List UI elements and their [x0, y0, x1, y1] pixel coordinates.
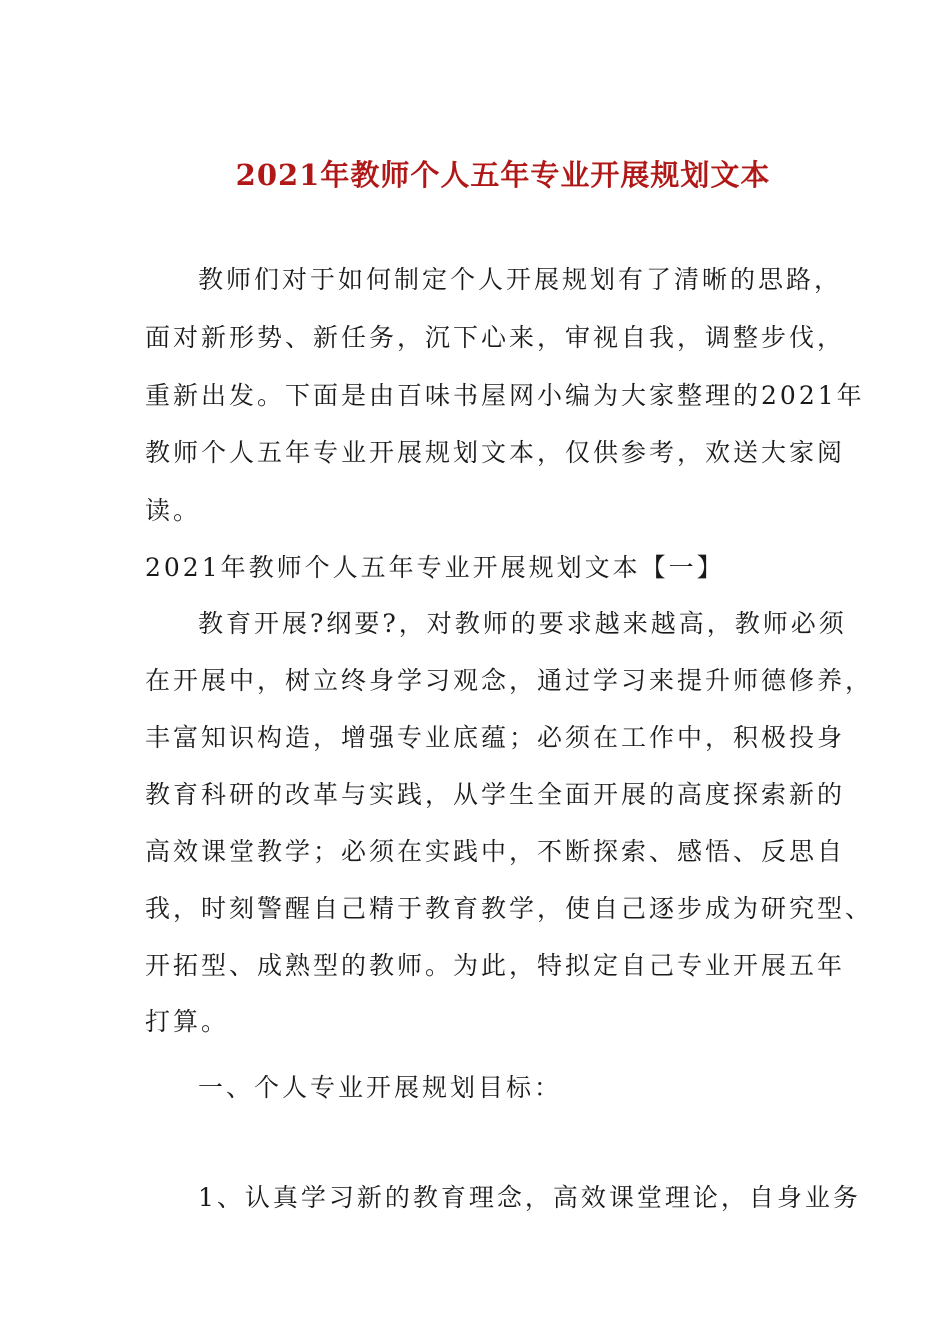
- body-line-2: 在开展中，树立终身学习观念，通过学习来提升师德修养，: [145, 666, 874, 695]
- intro-line-4: 教师个人五年专业开展规划文本，仅供参考，欢送大家阅: [145, 438, 846, 467]
- intro-line-5: 读。: [145, 496, 202, 525]
- body-line-1: 教育开展?纲要?，对教师的要求越来越高，教师必须: [198, 609, 847, 638]
- intro-line-3: 重新出发。下面是由百味书屋网小编为大家整理的2021年: [145, 381, 865, 410]
- intro-line-2: 面对新形势、新任务，沉下心来，审视自我，调整步伐，: [145, 323, 846, 352]
- section-heading: 2021年教师个人五年专业开展规划文本【一】: [145, 553, 725, 582]
- body-line-5: 高效课堂教学；必须在实践中，不断探索、感悟、反思自: [145, 837, 846, 866]
- body-line-8: 打算。: [145, 1007, 230, 1036]
- document-title: 2021年教师个人五年专业开展规划文本: [235, 158, 771, 192]
- body-line-6: 我，时刻警醒自己精于教育教学，使自己逐步成为研究型、: [145, 894, 874, 923]
- intro-line-1: 教师们对于如何制定个人开展规划有了清晰的思路，: [198, 265, 843, 294]
- subheading: 一、个人专业开展规划目标：: [198, 1073, 563, 1102]
- body-line-3: 丰富知识构造，增强专业底蕴；必须在工作中，积极投身: [145, 723, 846, 752]
- body-line-4: 教育科研的改革与实践，从学生全面开展的高度探索新的: [145, 780, 846, 809]
- body-line-7: 开拓型、成熟型的教师。为此，特拟定自己专业开展五年: [145, 951, 846, 980]
- list-item-1: 1、认真学习新的教育理念，高效课堂理论，自身业务: [198, 1183, 861, 1212]
